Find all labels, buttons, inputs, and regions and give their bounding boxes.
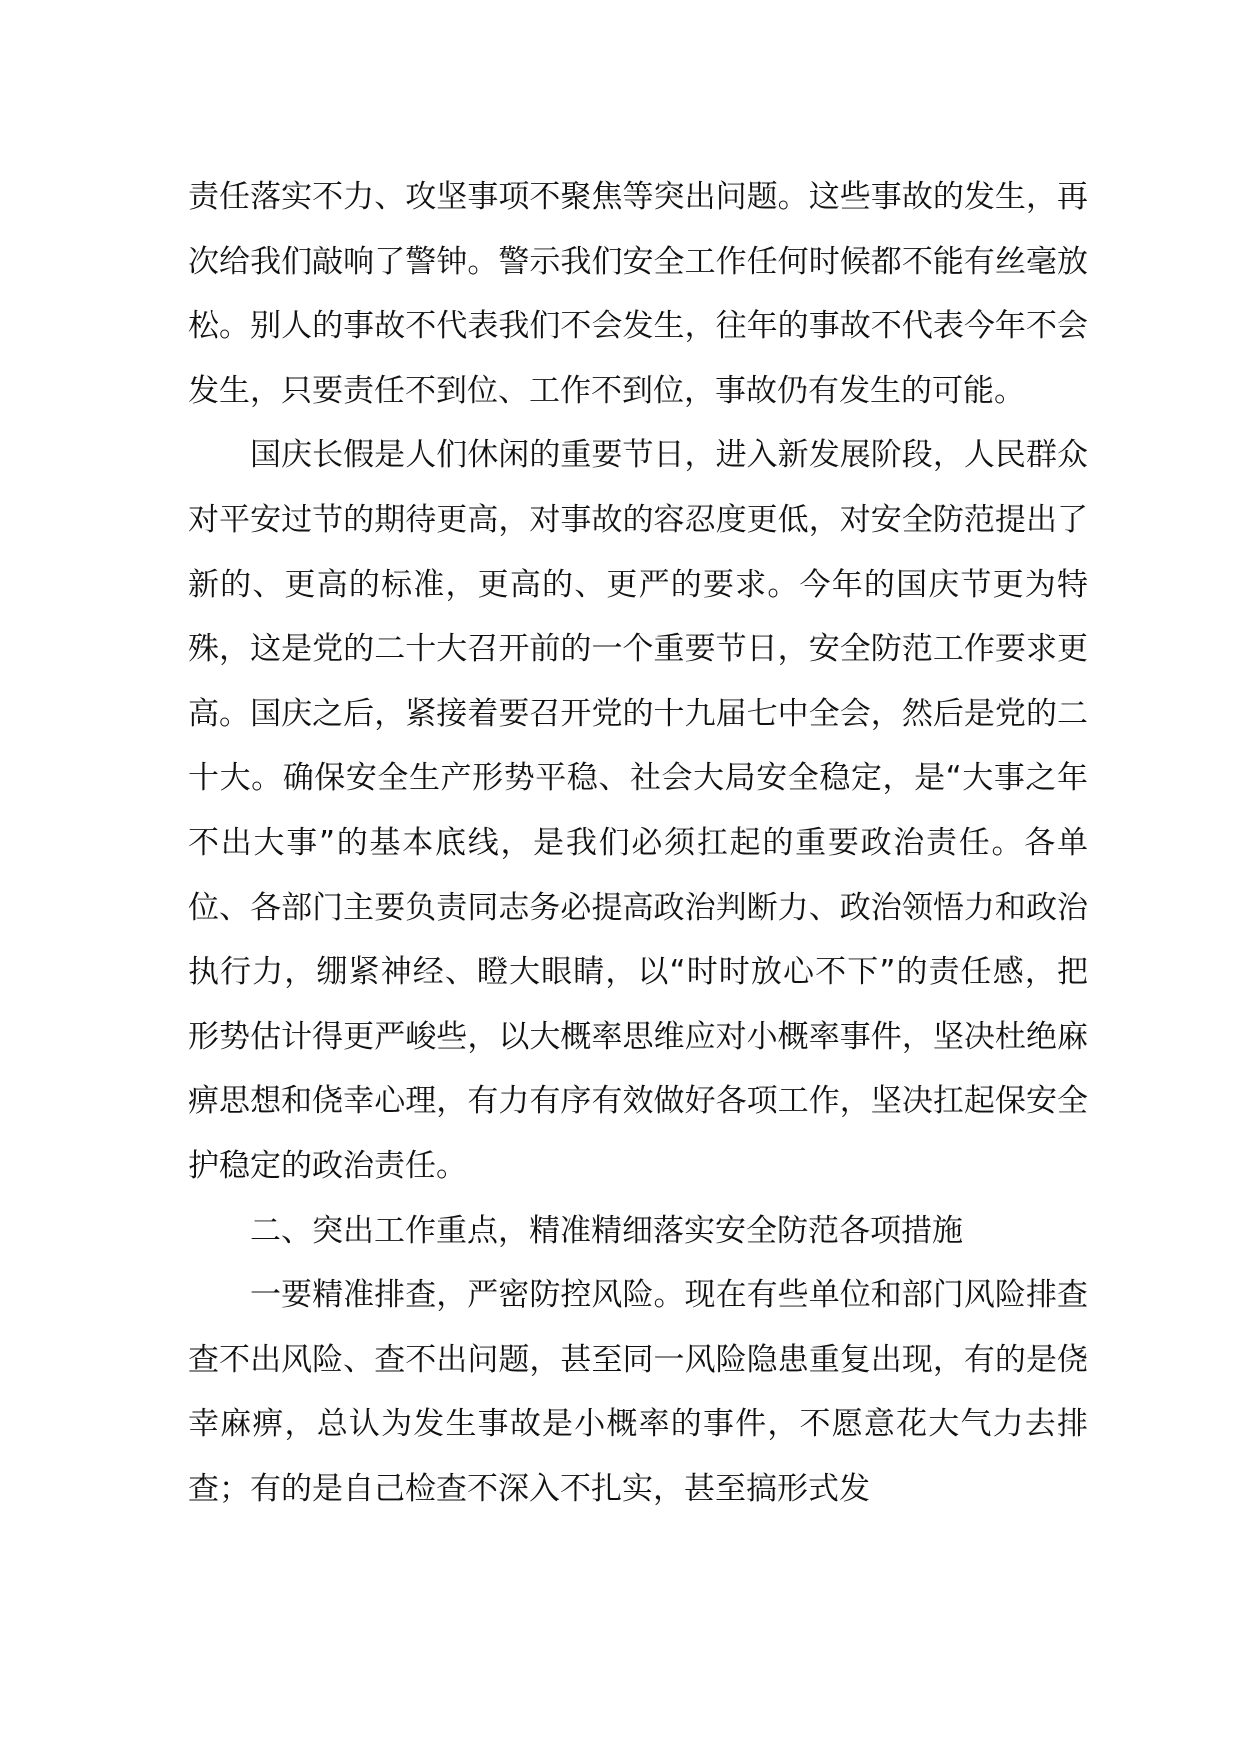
- document-body: [188, 165, 1088, 1521]
- paragraph-national-day: 国庆长假是人们休闲的重要节日，进入新发展阶段，人民群众对平安过节的期待更高，对事故的容忍度更低，对安全防范提出了新的、更高的标准，更高的、更严的要求。今年的国庆节更为特殊，这是党的二十大召开前的一个重要节日，安全防范工作要求更高。国庆之后，紧接着要召开党的十九届七中全会，然后是党的二十大。确保安全生产形势平稳、社会大局安全稳定，是“大事之年不出大事”的基本底线，是我们必须扛起的重要政治责任。各单位、各部门主要负责同志务必提高政治判断力、政治领悟力和政治执行力，绷紧神经、瞪大眼睛，以“时时放心不下”的责任感，把形势估计得更严峻些，以大概率思维应对小概率事件，坚决杜绝麻痹思想和侥幸心理，有力有序有效做好各项工作，坚决扛起保安全护稳定的政治责任。: [188, 437, 1088, 1184]
- section-heading: 二、突出工作重点，精准精细落实安全防范各项措施: [250, 1212, 963, 1249]
- paragraph-risk-screening: 一要精准排查，严密防控风险。现在有些单位和部门风险排查查不出风险、查不出问题，甚至同一风险隐患重复出现，有的是侥幸麻痹，总认为发生事故是小概率的事件，不愿意花大气力去排查；有的是自己检查不深入不扎实，甚至搞形式发: [188, 1277, 1088, 1507]
- paragraph-continuation: 责任落实不力、攻坚事项不聚焦等突出问题。这些事故的发生，再次给我们敲响了警钟。警示我们安全工作任何时候都不能有丝毫放松。别人的事故不代表我们不会发生，往年的事故不代表今年不会发生，只要责任不到位、工作不到位，事故仍有发生的可能。: [188, 179, 1088, 409]
